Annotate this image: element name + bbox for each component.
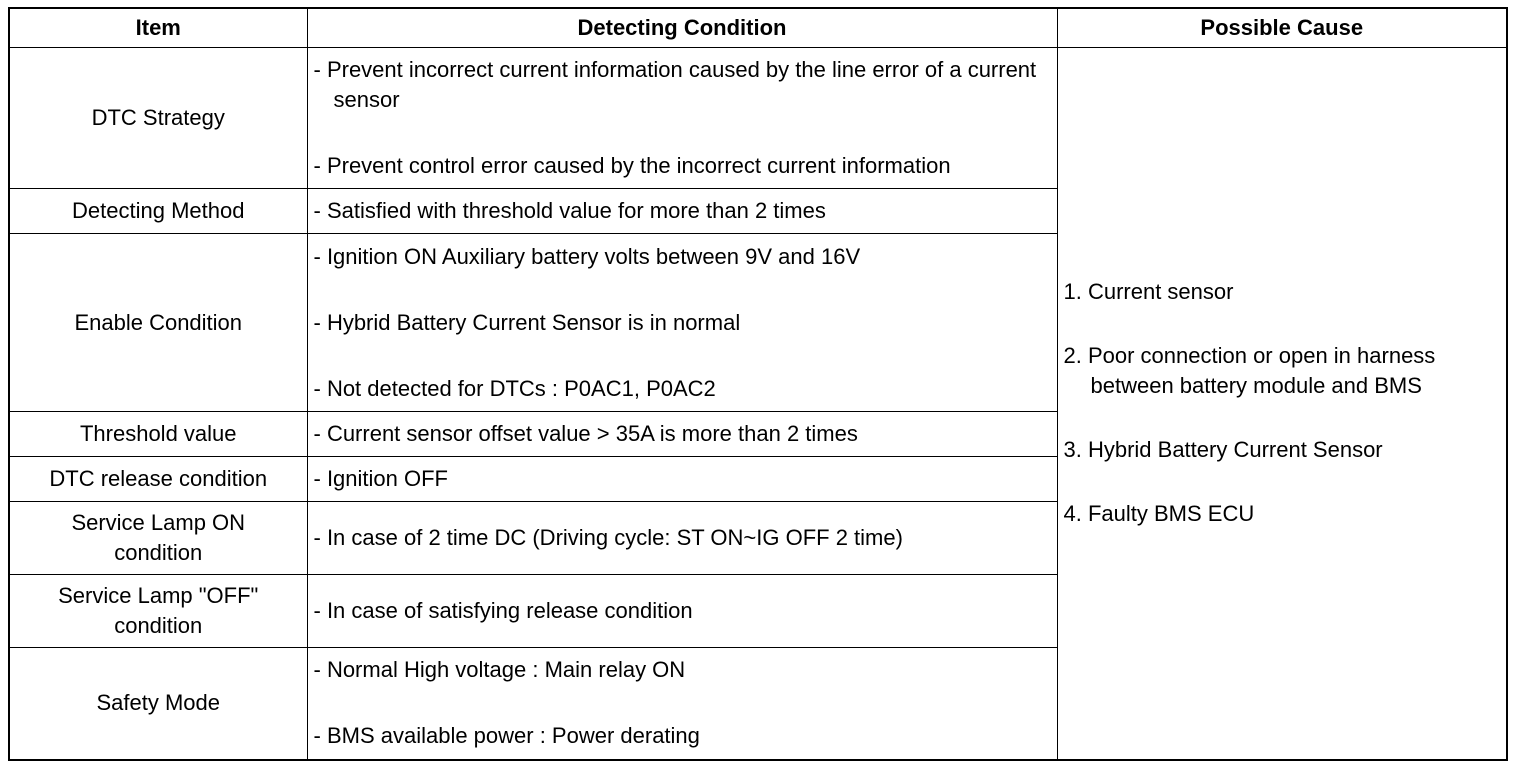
item-label: Enable Condition <box>74 309 243 335</box>
condition-cell <box>307 648 1057 760</box>
condition-cell <box>307 575 1057 648</box>
condition-cell <box>307 412 1057 457</box>
cause-item: 4. Faulty BMS ECU <box>1063 501 1255 527</box>
item-dtc-release-condition <box>9 457 307 502</box>
condition-line: - BMS available power : Power derating <box>313 723 700 749</box>
cause-item: 1. Current sensor <box>1063 279 1234 305</box>
condition-cell <box>307 234 1057 412</box>
condition-cell <box>307 48 1057 189</box>
condition-line: - Not detected for DTCs : P0AC1, P0AC2 <box>313 375 716 401</box>
condition-line: - Prevent control error caused by the incorrect current information <box>313 153 951 178</box>
condition-line: - Current sensor offset value > 35A is more than 2 times <box>313 421 858 446</box>
item-label: DTC release condition <box>49 466 268 491</box>
condition-line: - Normal High voltage : Main relay ON <box>313 657 686 683</box>
possible-cause-cell <box>1057 48 1507 760</box>
item-service-lamp-on <box>9 502 307 575</box>
condition-line: - In case of satisfying release condition <box>313 598 693 623</box>
condition-cell <box>307 189 1057 234</box>
condition-line: - Ignition ON Auxiliary battery volts between 9V and 16V <box>313 243 861 269</box>
table-row <box>9 48 1507 189</box>
cause-item: 2. Poor connection or open in harness between battery module and BMS <box>1063 343 1442 399</box>
header-possible-cause: Possible Cause <box>1057 8 1507 48</box>
dtc-spec-table <box>8 7 1508 761</box>
condition-line: - Ignition OFF <box>313 466 448 491</box>
header-item: Item <box>9 8 307 48</box>
item-threshold-value <box>9 412 307 457</box>
item-detecting-method <box>9 189 307 234</box>
condition-line: - Satisfied with threshold value for more than 2 times <box>313 198 826 223</box>
header-row <box>9 8 1507 48</box>
item-label: DTC Strategy <box>91 105 225 130</box>
condition-line: - Prevent incorrect current information caused by the line error of a current sensor <box>313 57 1043 112</box>
cause-item: 3. Hybrid Battery Current Sensor <box>1063 437 1383 463</box>
item-label: Detecting Method <box>72 198 245 223</box>
condition-cell <box>307 502 1057 575</box>
item-label: Safety Mode <box>96 690 220 716</box>
item-dtc-strategy <box>9 48 307 189</box>
item-label: Service Lamp ON condition <box>71 510 246 565</box>
header-detecting-condition: Detecting Condition <box>307 8 1057 48</box>
item-safety-mode <box>9 648 307 760</box>
condition-cell <box>307 457 1057 502</box>
condition-line: - In case of 2 time DC (Driving cycle: ST ON~IG OFF 2 time) <box>313 525 903 550</box>
item-label: Service Lamp "OFF" condition <box>58 583 259 638</box>
item-service-lamp-off <box>9 575 307 648</box>
item-enable-condition <box>9 234 307 412</box>
condition-line: - Hybrid Battery Current Sensor is in normal <box>313 309 741 335</box>
item-label: Threshold value <box>79 421 237 446</box>
